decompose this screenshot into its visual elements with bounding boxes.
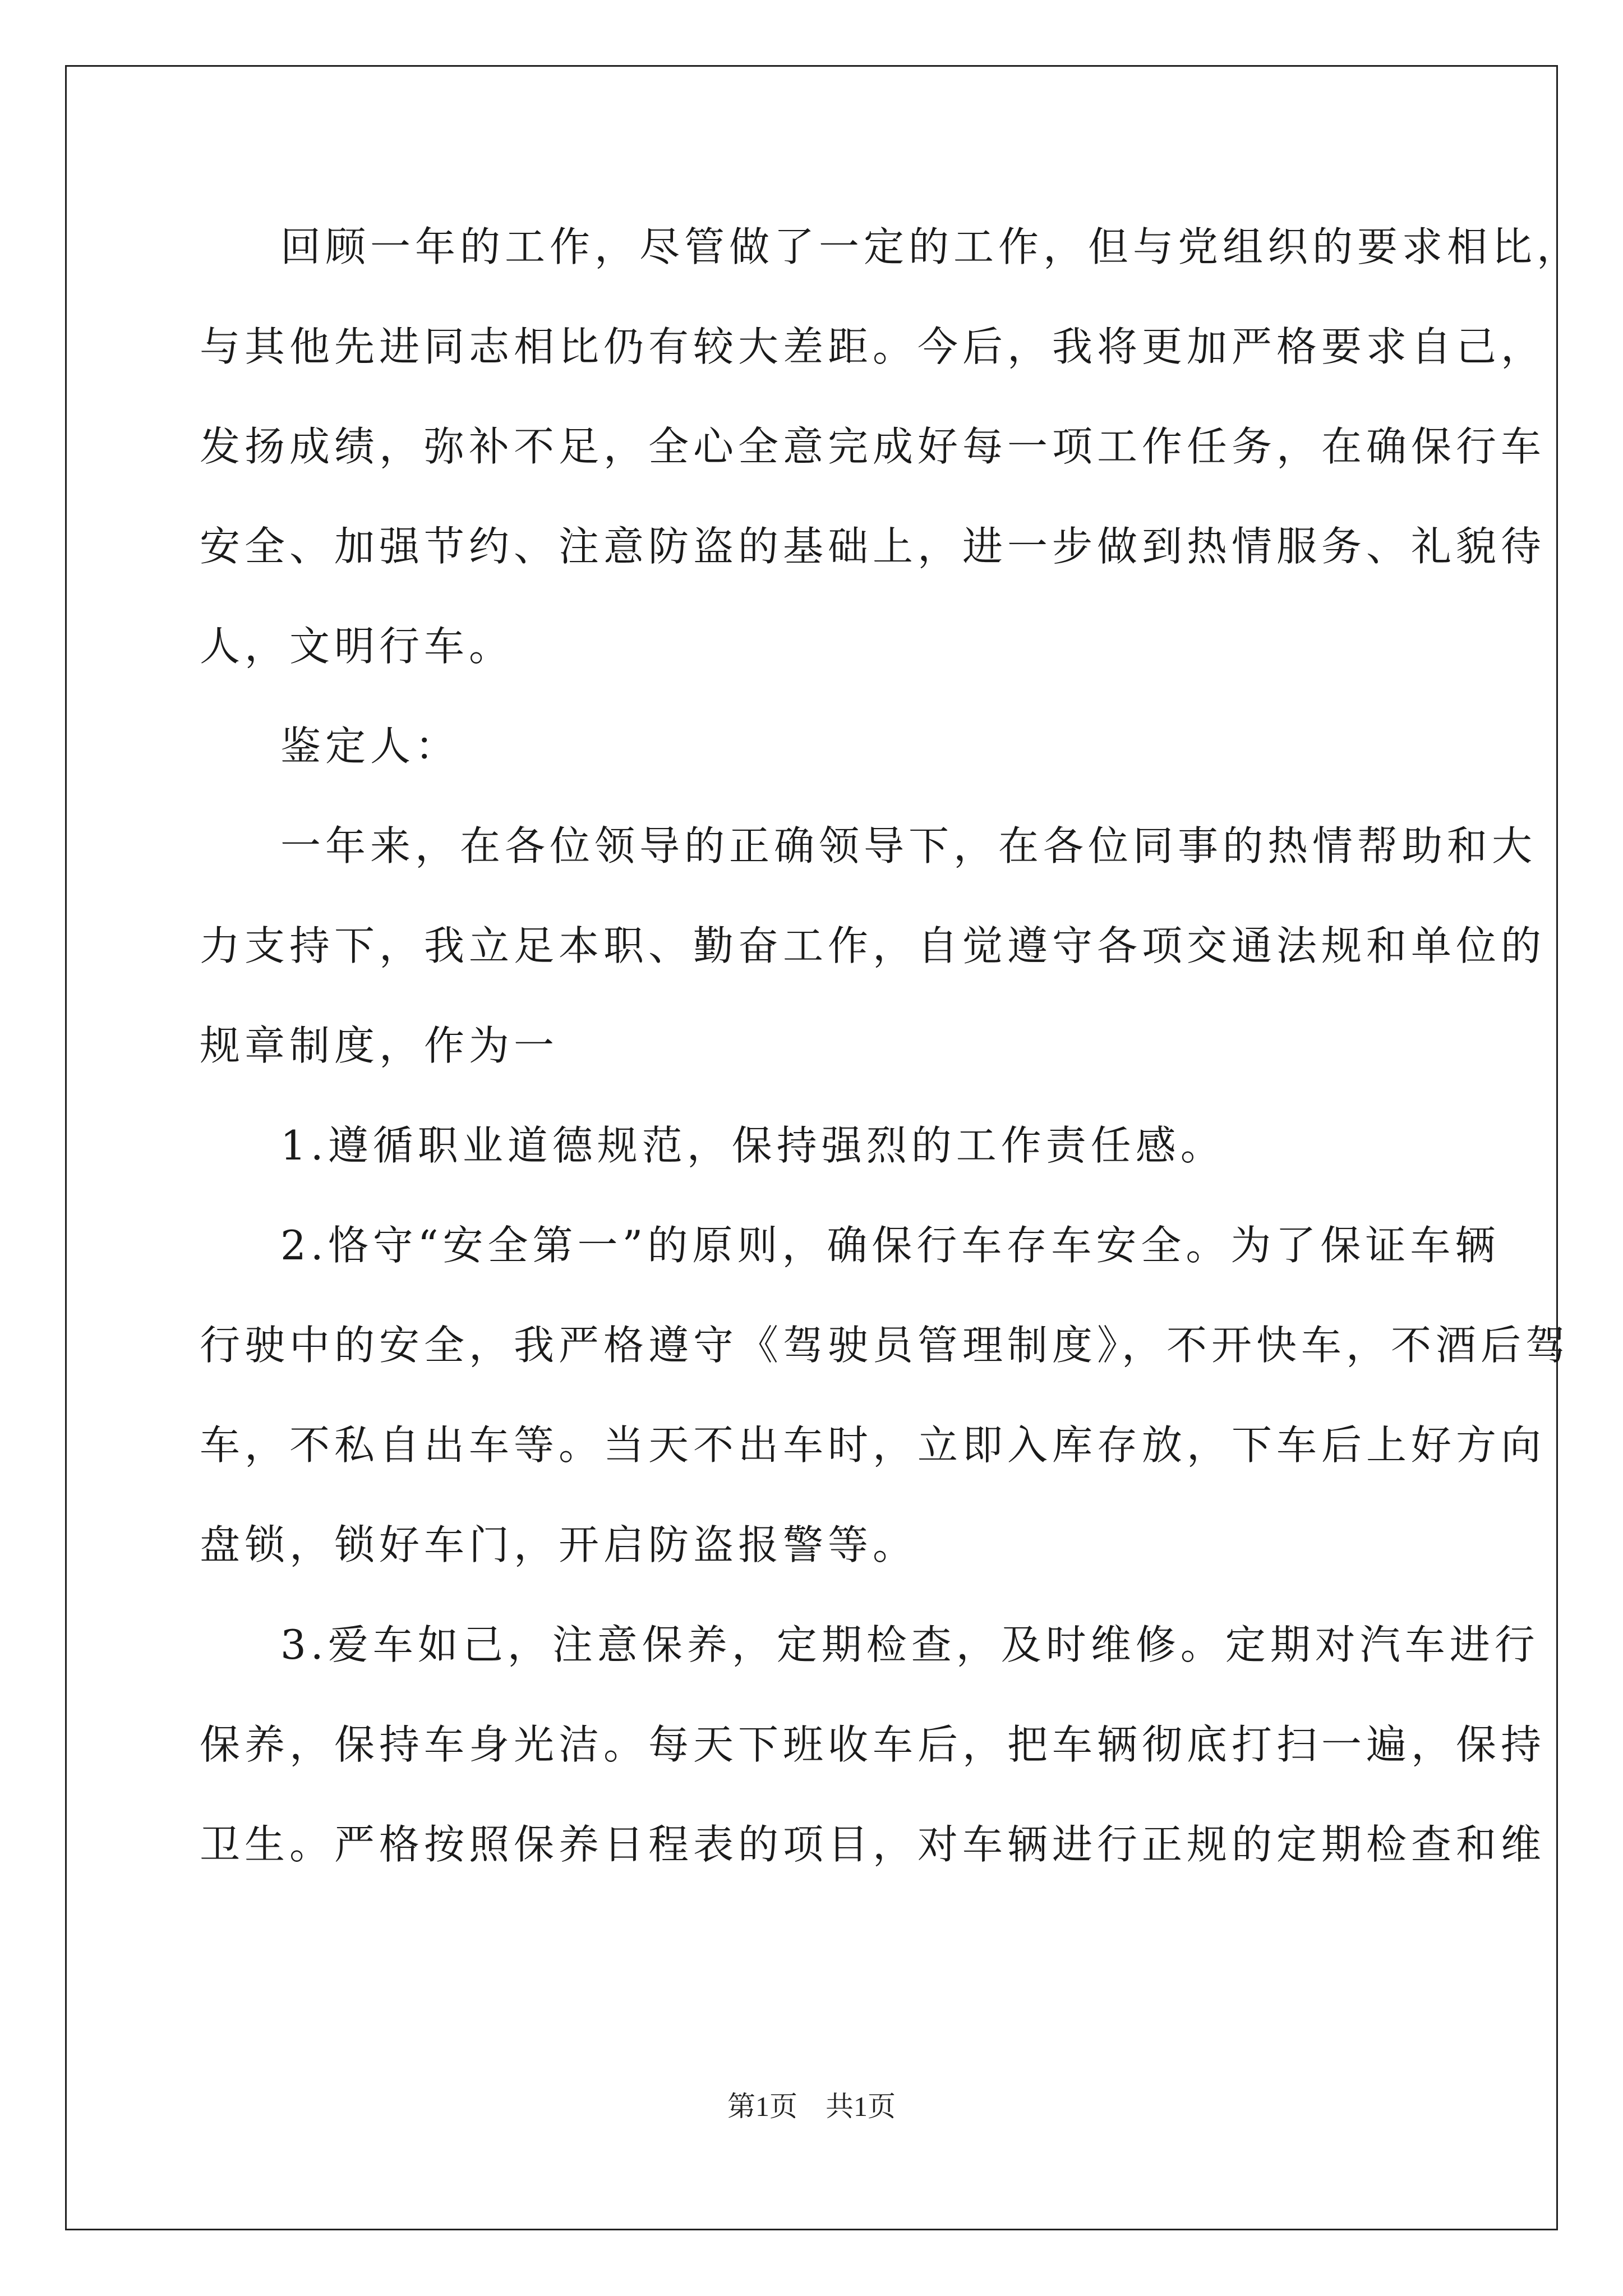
paragraph-line: 盘锁，锁好车门，开启防盗报警等。 — [200, 1521, 918, 1568]
paragraph-line: 回顾一年的工作，尽管做了一定的工作，但与党组织的要求相比， — [280, 223, 1582, 270]
paragraph-line: 力支持下，我立足本职、勤奋工作，自觉遵守各项交通法规和单位的 — [200, 922, 1546, 969]
paragraph-line: 规章制度，作为一 — [200, 1022, 559, 1069]
appraiser-label: 鉴定人： — [280, 723, 460, 770]
list-item-2: 2.恪守“安全第一”的原则，确保行车存车安全。为了保证车辆 — [280, 1222, 1500, 1269]
paragraph-line: 发扬成绩，弥补不足，全心全意完成好每一项工作任务，在确保行车 — [200, 423, 1546, 470]
paragraph-line: 卫生。严格按照保养日程表的项目，对车辆进行正规的定期检查和维 — [200, 1821, 1546, 1868]
paragraph-line: 行驶中的安全，我严格遵守《驾驶员管理制度》，不开快车，不酒后驾 — [200, 1322, 1571, 1369]
paragraph-line: 保养，保持车身光洁。每天下班收车后，把车辆彻底打扫一遍，保持 — [200, 1721, 1546, 1768]
list-item-1: 1.遵循职业道德规范，保持强烈的工作责任感。 — [280, 1122, 1225, 1169]
list-item-3: 3.爱车如己，注意保养，定期检查，及时维修。定期对汽车进行 — [280, 1621, 1539, 1668]
paragraph-line: 一年来，在各位领导的正确领导下，在各位同事的热情帮助和大 — [280, 822, 1537, 869]
paragraph-line: 与其他先进同志相比仍有较大差距。今后，我将更加严格要求自己， — [200, 323, 1546, 370]
paragraph-line: 车，不私自出车等。当天不出车时，立即入库存放，下车后上好方向 — [200, 1421, 1546, 1469]
page-footer: 第1页 共1页 — [727, 2091, 896, 2122]
paragraph-line: 安全、加强节约、注意防盗的基础上，进一步做到热情服务、礼貌待 — [200, 523, 1546, 570]
paragraph-line: 人，文明行车。 — [200, 623, 514, 670]
